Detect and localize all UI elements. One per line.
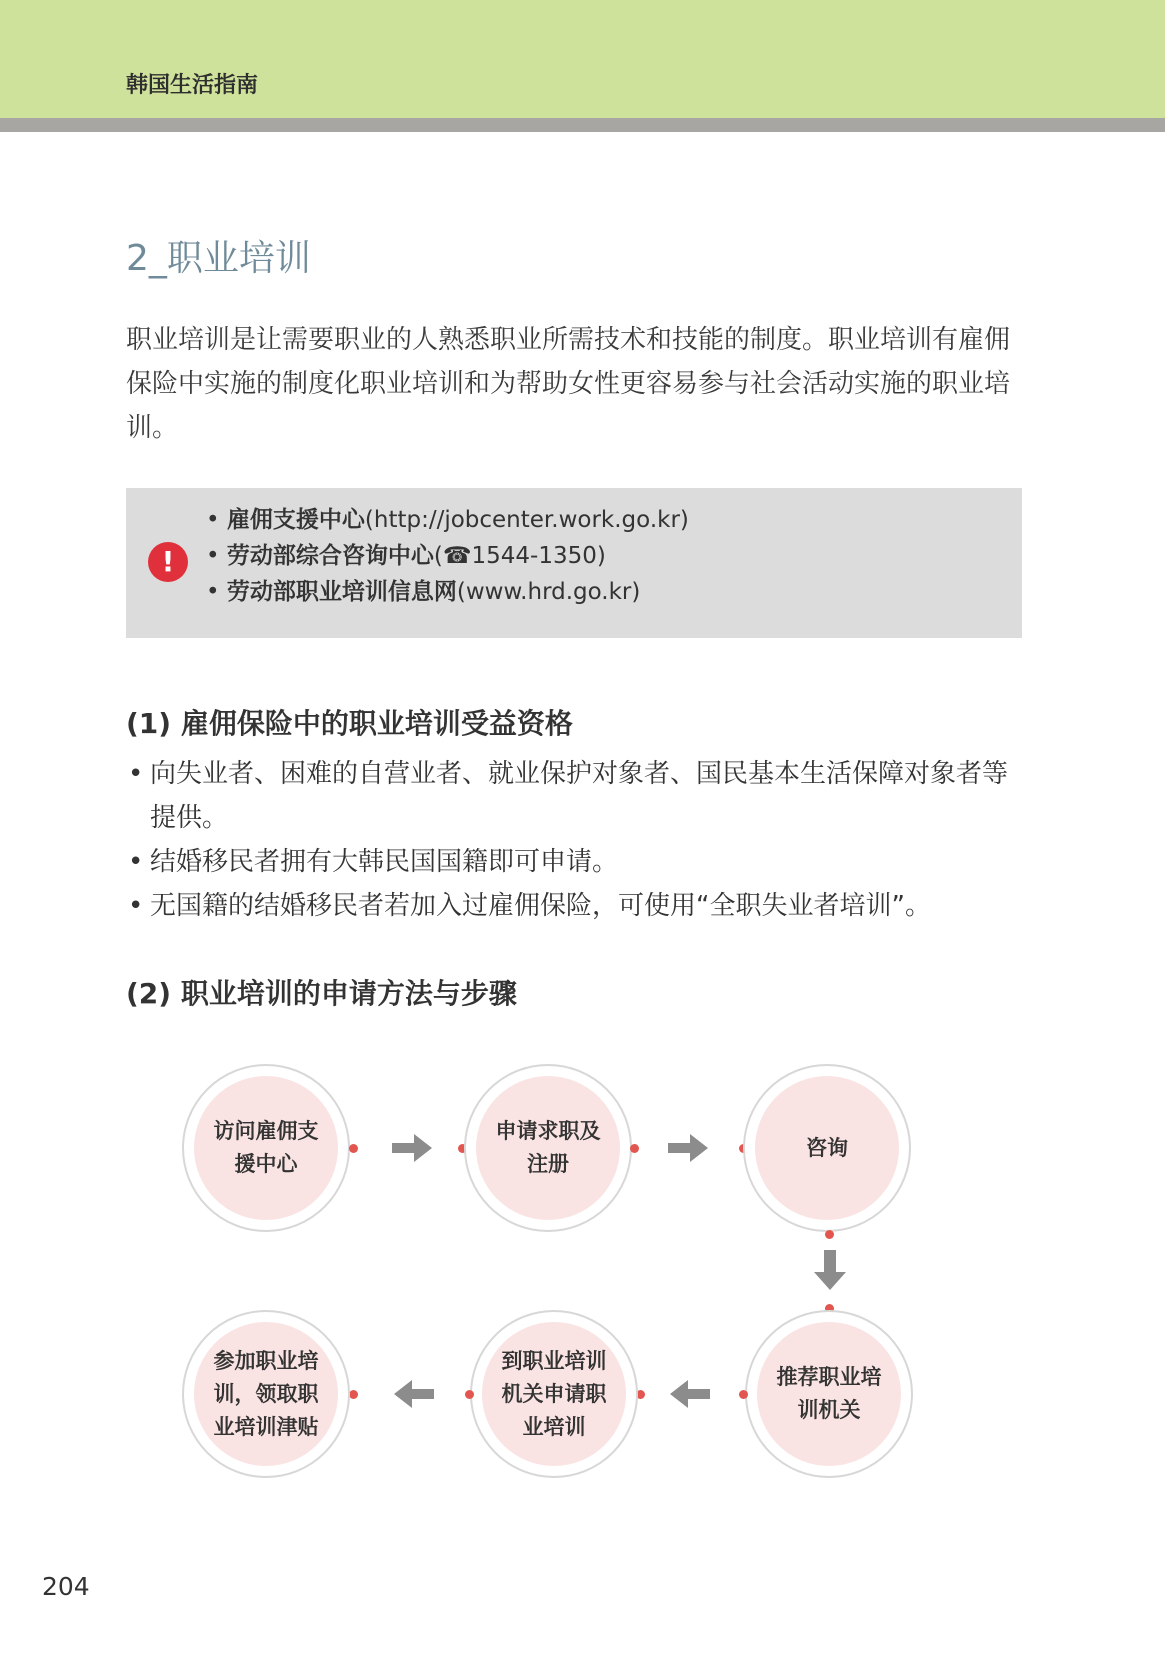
step-circle-3 — [743, 1064, 911, 1232]
info-item: • 劳动部综合咨询中心(☎1544-1350) — [206, 543, 606, 569]
info-item-label: 雇佣支援中心 — [226, 507, 365, 533]
info-box — [126, 488, 1022, 638]
arrow-down-icon — [812, 1248, 848, 1292]
step-label-2: 申请求职及注册 — [495, 1119, 601, 1176]
info-list — [206, 502, 689, 610]
info-item: • 劳动部职业培训信息网(www.hrd.go.kr) — [206, 579, 641, 605]
connector-dot — [458, 1144, 467, 1153]
connector-dot — [825, 1230, 834, 1239]
info-item-label: 劳动部职业培训信息网 — [226, 579, 457, 605]
step-circle-1 — [182, 1064, 350, 1232]
connector-dot — [349, 1144, 358, 1153]
eligibility-list — [126, 752, 1026, 928]
book-title: 韩国生活指南 — [126, 73, 259, 98]
intro-paragraph: 职业培训是让需要职业的人熟悉职业所需技术和技能的制度。职业培训有雇佣保险中实施的制度化职业培训和为帮助女性更容易参与社会活动实施的职业培训。 — [126, 325, 1011, 443]
arrow-right-icon — [390, 1132, 434, 1164]
info-item-label: 劳动部综合咨询中心 — [226, 543, 434, 569]
eligibility-item: • 结婚移民者拥有大韩民国国籍即可申请。 — [126, 840, 1026, 884]
connector-dot — [630, 1144, 639, 1153]
step-circle-4 — [745, 1310, 913, 1478]
eligibility-item: • 无国籍的结婚移民者若加入过雇佣保险，可使用“全职失业者培训”。 — [126, 884, 1026, 928]
info-item-detail: (www.hrd.go.kr) — [456, 579, 641, 605]
connector-dot — [739, 1144, 748, 1153]
step-label-3: 咨询 — [806, 1135, 848, 1160]
arrow-left-icon — [668, 1378, 712, 1410]
info-item: • 雇佣支援中心(http://jobcenter.work.go.kr) — [206, 507, 689, 533]
section-title: 2_职业培训 — [126, 238, 311, 279]
step-circle-2 — [464, 1064, 632, 1232]
arrow-left-icon — [392, 1378, 436, 1410]
connector-dot — [349, 1390, 358, 1399]
step-label-5: 到职业培训机关申请职业培训 — [501, 1348, 607, 1439]
header-band — [0, 0, 1165, 118]
arrow-right-icon — [666, 1132, 710, 1164]
connector-dot — [636, 1390, 645, 1399]
connector-dot — [825, 1304, 834, 1313]
step-circle-6 — [182, 1310, 350, 1478]
header-stripe — [0, 118, 1165, 132]
exclamation-icon: ! — [148, 542, 188, 582]
connector-dot — [465, 1390, 474, 1399]
eligibility-item: • 向失业者、困难的自营业者、就业保护对象者、国民基本生活保障对象者等提供。 — [126, 752, 1026, 840]
info-item-detail: (http://jobcenter.work.go.kr) — [364, 507, 689, 533]
info-item-detail: (☎1544-1350) — [433, 543, 606, 569]
step-label-1: 访问雇佣支援中心 — [213, 1119, 319, 1176]
page-number: 204 — [42, 1572, 90, 1601]
eligibility-title: (1) 雇佣保险中的职业培训受益资格 — [126, 707, 573, 740]
procedure-title: (2) 职业培训的申请方法与步骤 — [126, 977, 517, 1010]
connector-dot — [739, 1390, 748, 1399]
step-label-6: 参加职业培训，领取职业培训津贴 — [213, 1348, 319, 1439]
step-circle-5 — [470, 1310, 638, 1478]
step-label-4: 推荐职业培训机关 — [776, 1365, 882, 1422]
